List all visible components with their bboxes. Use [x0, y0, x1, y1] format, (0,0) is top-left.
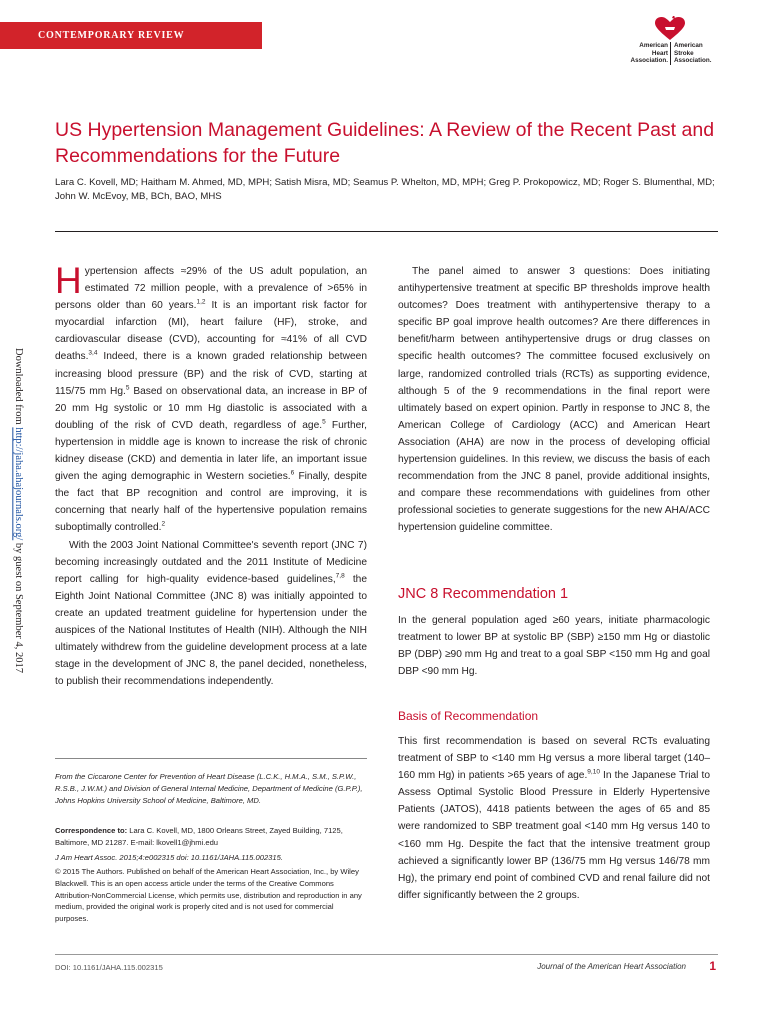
intro-paragraph-1 [55, 260, 368, 537]
citation-ref[interactable]: 1,2 [196, 298, 206, 306]
citation-ref[interactable]: 5 [322, 418, 326, 426]
affiliation-note: From the Ciccarone Center for Prevention of Heart Disease (L.C.K., H.M.A., S.M., S.P.W., R.S.B., J.W.M.) and Division of General Internal Medicine, Department of Medicine (G.P.P.), Johns Hopkins University School of Medicine, Baltimore, MD. [55, 772, 363, 805]
correspondence-label: Correspondence to: [55, 826, 128, 835]
citation-ref[interactable]: 5 [125, 384, 130, 392]
text-run: This first recommendation is based on several RCTs evaluating treatment of SBP to <140 mm Hg versus a more liberal target (140–160 mm Hg) in patients >65 years of age. [398, 736, 710, 782]
panel-paragraph: The panel aimed to answer 3 questions: Does initiating antihypertensive treatment at specific BP thresholds improve health outcomes? Does treatment with antihypertensive therapy to a specific BP goal improve health outcomes? Are there differences in benefit/harm between antihypertensive drugs or drug classes on specific health outcomes? The committee focused exclusively on large, randomized controlled trials (RCTs) as supporting evidence, although 5 of the 9 recommendations in the final report were ultimately based on expert opinion. Partly in response to JNC 8, the American College of Cardiology (ACC) and American Heart Association (AHA) are now in the process of developing official hypertension guidelines. In this review, we discuss the basis of each recommendation from the JNC 8 panel, provide additional insights, and compare these recommendations with guidelines from other professional societies to generate suggestions for the new AHA/ACC hypertension guideline committee. [398, 266, 710, 534]
journal-link[interactable]: http://jaha.ahajournals.org/ [13, 427, 24, 541]
correspondence-note [55, 825, 367, 849]
citation-ref[interactable]: 7,8 [335, 572, 345, 580]
drop-cap: H [55, 260, 82, 301]
citation-ref[interactable]: 6 [290, 469, 295, 477]
logo-text-stroke: American Stroke Association. [670, 42, 724, 65]
page-number: 1 [709, 959, 716, 973]
footer-doi: DOI: 10.1161/JAHA.115.002315 [55, 963, 163, 972]
author-list: Lara C. Kovell, MD; Haitham M. Ahmed, MD, MPH; Satish Misra, MD; Seamus P. Whelton, MD, MPH; Greg P. Prokopowicz, MD; Roger S. Blumenthal, MD; John W. McEvoy, MB, BCh, BAO, MHS [55, 177, 715, 202]
license-note: © 2015 The Authors. Published on behalf of the American Heart Association, Inc., by Wiley Blackwell. This is an open access article under the terms of the Creative Commons Attribution-NonCommercial License, which permits use, distribution and reproduction in any medium, provided the original work is properly cited and is not used for commercial purposes. [55, 867, 362, 924]
text-run: It is an important risk factor for myocardial infarction (MI), heart failure (HF), stroke, and cardiovascular disease (CVD), accounting for ≈41% of all CVD deaths. [55, 300, 367, 363]
text-run: In the Japanese Trial to Assess Optimal Systolic Blood Pressure in Elderly Hypertensive Patients (JATOS), 4418 patients between the ages of 65 and 85 were randomized to SBP treatment goal <140 mm Hg versus 140 to <160 mm Hg. Despite the fact that the intensive treatment group achieved a significantly lower BP (136/75 mm Hg versus 146/78 mm Hg), the primary end point of combined CVD and renal failure did not differ significantly between the 2 groups. [398, 770, 710, 901]
text-run: ypertension affects ≈29% of the US adult population, an estimated 72 million people, with a prevalence of >65% in persons older than 60 years. [55, 266, 367, 312]
footnote-divider [55, 758, 367, 759]
footer-journal: Journal of the American Heart Association [537, 962, 686, 971]
text-run: Further, hypertension in middle age is known to increase the risk of chronic kidney disease (CKD) and dementia in later life, an important issue given the aging demographic in Western societies. [55, 419, 367, 483]
logo-text-heart: American Heart Association. [630, 42, 668, 64]
correspondence-text: Lara C. Kovell, MD, 1800 Orleans Street, Zayed Building, 7125, Baltimore, MD 21287. E-mail: lkovell1@jhmi.edu [55, 826, 343, 847]
footer-divider [55, 954, 718, 955]
section-heading: JNC 8 Recommendation 1 [398, 586, 569, 602]
subsection-heading: Basis of Recommendation [398, 709, 539, 723]
article-title: US Hypertension Management Guidelines: A Review of the Recent Past and Recommendations for the Future [55, 119, 715, 167]
section-banner: CONTEMPORARY REVIEW [0, 22, 262, 49]
download-note-suffix: by guest on September 4, 2017 [13, 540, 24, 673]
citation-ref[interactable]: 2 [161, 521, 166, 529]
download-note-prefix: Downloaded from [13, 348, 24, 428]
recommendation-text: In the general population aged ≥60 years, initiate pharmacologic treatment to lower BP at systolic BP (SBP) ≥150 mm Hg or diastolic BP (DBP) ≥90 mm Hg and treat to a goal SBP <150 mm Hg and goal DBP <90 mm Hg. [398, 615, 710, 678]
text-run: With the 2003 Joint National Committee's seventh report (JNC 7) becoming increasingly outdated and the 2011 Institute of Medicine report calling for high-quality evidence-based guidelines, [55, 539, 367, 585]
aha-logo [622, 16, 718, 68]
right-column [398, 263, 710, 537]
basis-paragraph [398, 733, 710, 904]
citation-ref[interactable]: 9,10 [587, 768, 600, 776]
left-column [55, 260, 368, 690]
heart-torch-icon [622, 16, 718, 42]
text-run: Finally, despite the fact that BP recognition and control are improving, it is concerning that nearly half of the hypertensive population remains suboptimally controlled. [55, 471, 367, 534]
intro-paragraph-2 [55, 537, 367, 691]
text-run: Indeed, there is a known graded relationship between increasing blood pressure (BP) and the risk of CVD, starting at 115/75 mm Hg. [55, 351, 367, 397]
citation-note: J Am Heart Assoc. 2015;4:e002315 doi: 10.1161/JAHA.115.002315. [55, 853, 283, 862]
text-run: the Eighth Joint National Committee (JNC 8) was initially appointed to create an updated treatment guideline for hypertension under the auspices of the National Institutes of Health (NIH). Although the NIH ultimately withdrew from the guideline development process at a late stage in the development of JNC 8, the panel decided, nonetheless, to publish their recommendations independently. [55, 573, 367, 688]
citation-ref[interactable]: 3,4 [88, 350, 98, 358]
text-run: Based on observational data, an increase in BP of 20 mm Hg systolic or 10 mm Hg diastolic is associated with a doubling of the risk of CVD death, regardless of age. [55, 385, 368, 431]
header-divider [55, 231, 718, 232]
download-note [8, 348, 24, 678]
